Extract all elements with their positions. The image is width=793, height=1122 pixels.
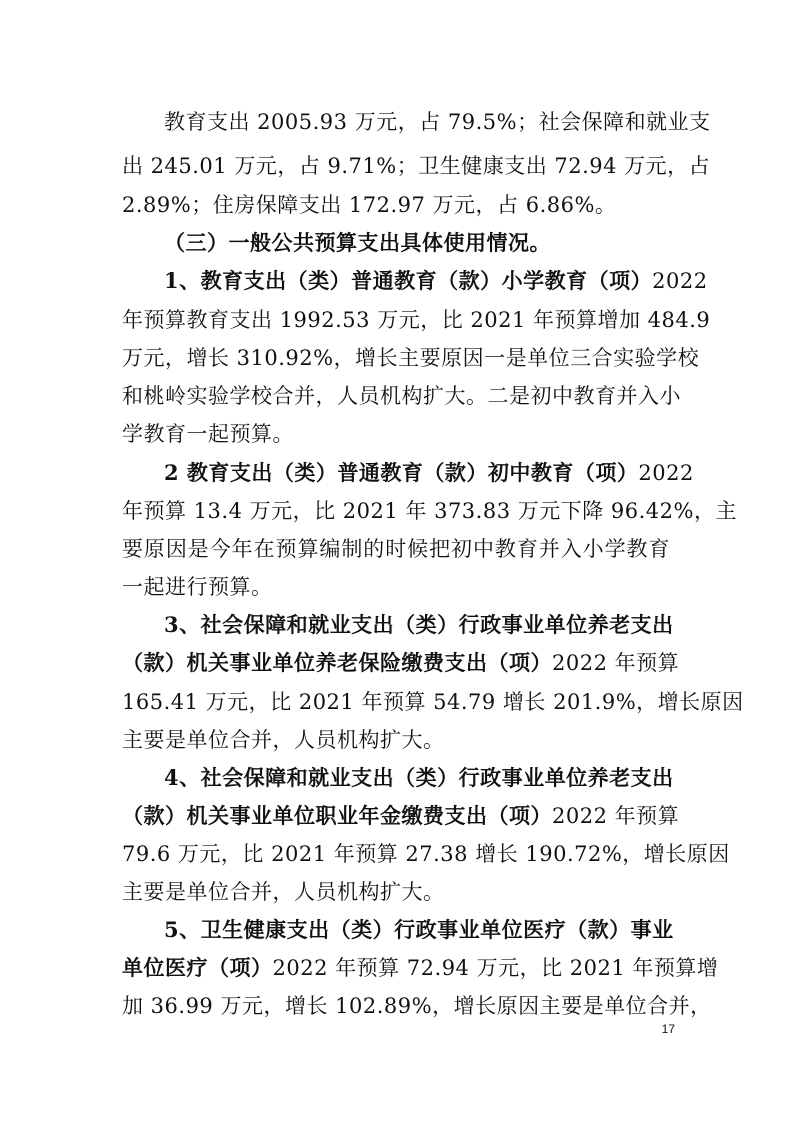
text-line: 要原因是今年在预算编制的时候把初中教育并入小学教育 xyxy=(122,537,670,561)
item-heading: 单位医疗（项） xyxy=(122,955,273,980)
item-heading: 1、教育支出（类）普通教育（款）小学教育（项） xyxy=(164,268,653,293)
text-line: 年预算 13.4 万元，比 2021 年 373.83 万元下降 96.42%，主 xyxy=(122,499,737,523)
text-line xyxy=(122,649,680,677)
text-line: 年预算教育支出 1992.53 万元，比 2021 年预算增加 484.9 xyxy=(122,308,711,332)
text-fragment: 2022 年预算 72.94 万元，比 2021 年预算增 xyxy=(272,956,719,980)
text-line: 主要是单位合并，人员机构扩大。 xyxy=(122,880,445,904)
text-fragment: 2022 xyxy=(638,461,694,485)
text-line: 出 245.01 万元，占 9.71%；卫生健康支出 72.94 万元，占 xyxy=(122,154,711,178)
text-line: 加 36.99 万元，增长 102.89%，增长原因主要是单位合并， xyxy=(122,994,712,1018)
text-fragment: 2022 xyxy=(652,269,708,293)
text-line xyxy=(164,459,694,487)
text-line: 2.89%；住房保障支出 172.97 万元，占 6.86%。 xyxy=(122,193,617,217)
text-fragment: 2022 年预算 xyxy=(552,804,680,828)
text-line: 165.41 万元，比 2021 年预算 54.79 增长 201.9%，增长原因 xyxy=(122,690,744,714)
item-heading: （款）机关事业单位养老保险缴费支出（项） xyxy=(122,650,552,675)
item-heading: 2 教育支出（类）普通教育（款）初中教育（项） xyxy=(164,460,639,485)
item-heading: 3、社会保障和就业支出（类）行政事业单位养老支出 xyxy=(164,612,674,637)
text-line xyxy=(122,802,680,830)
text-fragment: 2022 年预算 xyxy=(552,651,680,675)
page-number: 17 xyxy=(661,1022,675,1036)
item-heading: 5、卫生健康支出（类）行政事业单位医疗（款）事业 xyxy=(164,917,674,942)
text-line: 和桃岭实验学校合并，人员机构扩大。二是初中教育并入小 xyxy=(122,384,681,408)
text-line: 一起进行预算。 xyxy=(122,575,273,599)
section-heading: （三）一般公共预算支出具体使用情况。 xyxy=(164,230,551,255)
text-line: 万元，增长 310.92%，增长主要原因一是单位三合实验学校 xyxy=(122,346,700,370)
text-line: 学教育一起预算。 xyxy=(122,422,294,446)
text-line: 79.6 万元，比 2021 年预算 27.38 增长 190.72%，增长原因 xyxy=(122,842,730,866)
text-line xyxy=(164,267,708,295)
item-heading: （款）机关事业单位职业年金缴费支出（项） xyxy=(122,803,552,828)
text-line: 教育支出 2005.93 万元，占 79.5%；社会保障和就业支 xyxy=(164,110,711,134)
text-line: 主要是单位合并，人员机构扩大。 xyxy=(122,728,445,752)
text-line xyxy=(122,954,719,982)
item-heading: 4、社会保障和就业支出（类）行政事业单位养老支出 xyxy=(164,765,674,790)
